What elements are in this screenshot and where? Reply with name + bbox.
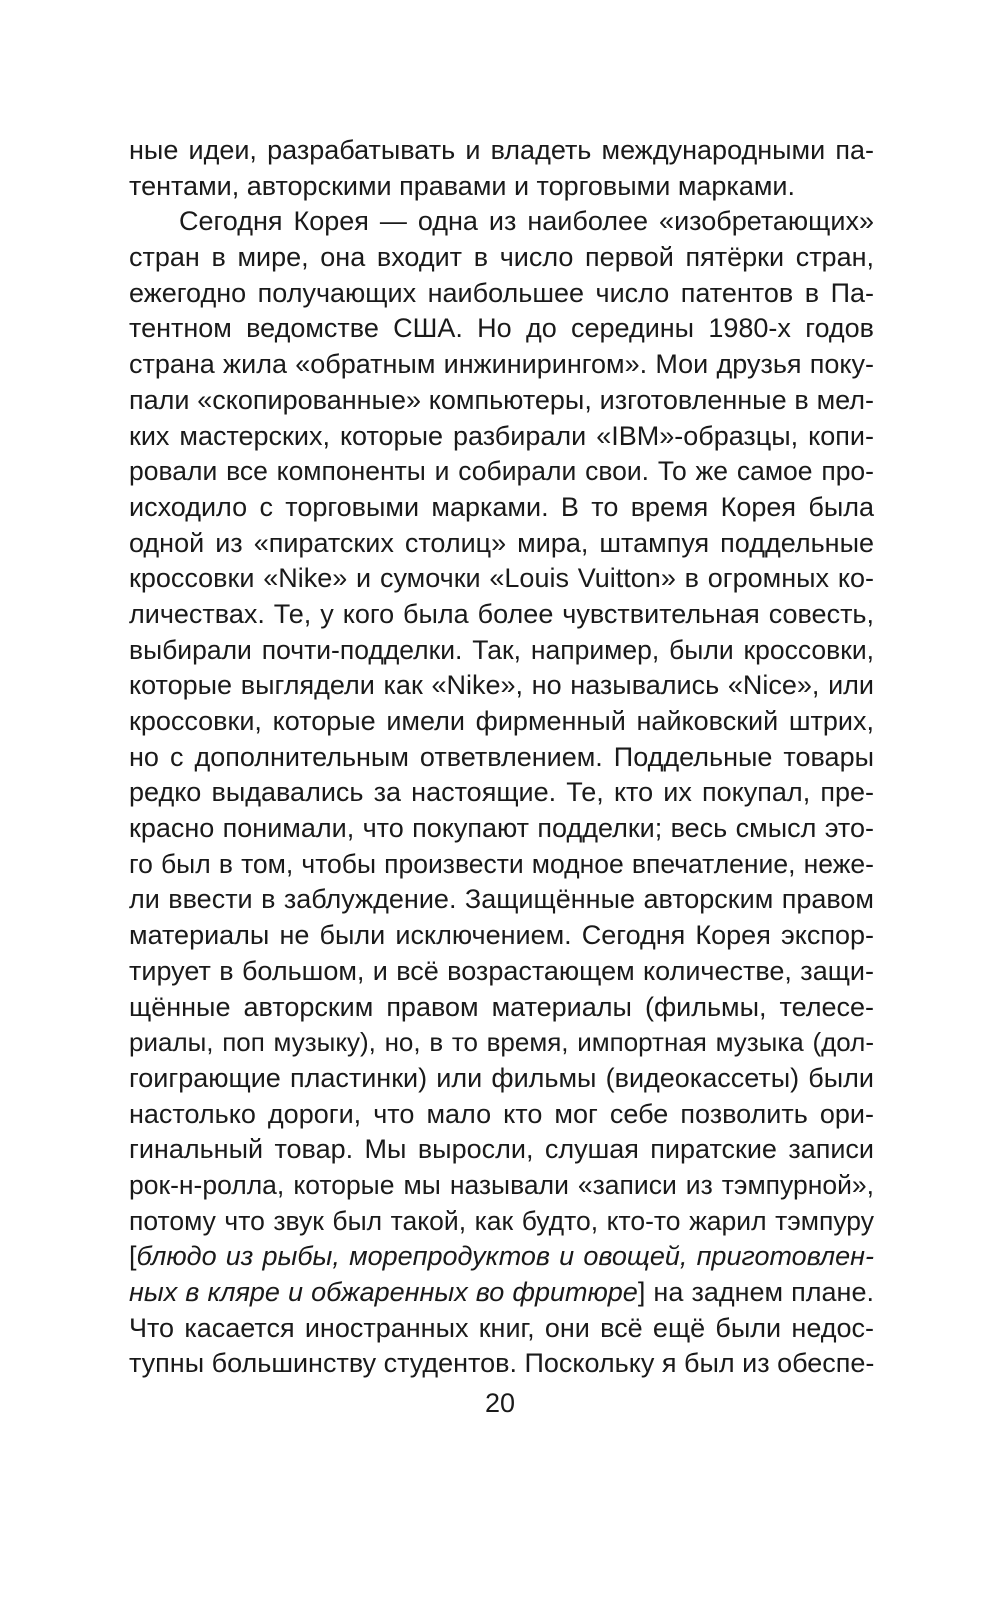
italic-gloss: блюдо из рыбы, морепродуктов и овощей, приготовлен- xyxy=(136,1241,874,1272)
text-line xyxy=(129,1275,874,1311)
text-line: личествах. Те, у кого была более чувствительная совесть, xyxy=(129,598,874,629)
text-line: ких мастерских, которые разбирали «IBM»-образцы, копи- xyxy=(129,420,874,451)
text-line: ровали все компоненты и собирали свои. То же самое про- xyxy=(129,456,874,487)
body-text xyxy=(129,133,874,1382)
italic-gloss: ных в кляре и обжаренных во фритюре xyxy=(129,1277,638,1307)
text-line: материалы не были исключением. Сегодня Корея экспор- xyxy=(129,920,874,951)
page-number: 20 xyxy=(484,1388,516,1418)
bracket-close: ] xyxy=(637,1277,646,1307)
text-line: потому что звук был такой, как будто, кто-то жарил тэмпуру xyxy=(129,1205,874,1236)
text-line: риалы, поп музыку), но, в то время, импортная музыка (дол- xyxy=(129,1027,874,1058)
text-line: Что касается иностранных книг, они всё ещё были недос- xyxy=(129,1312,874,1343)
text-line: редко выдавались за настоящие. Те, кто их покупал, пре- xyxy=(129,777,874,808)
text-line: исходило с торговыми марками. В то время Корея была xyxy=(129,491,874,522)
text-line: тентном ведомстве США. Но до середины 1980-х годов xyxy=(129,313,874,344)
text-line: кроссовки «Nike» и сумочки «Louis Vuitton» в огромных ко- xyxy=(129,563,874,594)
text-line: страна жила «обратным инжинирингом». Мои друзья поку- xyxy=(129,349,874,380)
text-line xyxy=(129,1239,874,1275)
text-line: тентами, авторскими правами и торговыми марками. xyxy=(129,170,795,201)
line-rest: на заднем плане. xyxy=(645,1277,874,1307)
text-line: щённые авторским правом материалы (фильмы, телесе- xyxy=(129,991,874,1022)
text-line: гоиграющие пластинки) или фильмы (видеокассеты) были xyxy=(129,1062,874,1093)
text-line: гинальный товар. Мы выросли, слушая пиратские записи xyxy=(129,1134,874,1165)
bracket-open: [ xyxy=(129,1241,137,1272)
text-line: красно понимали, что покупают подделки; весь смысл это- xyxy=(129,813,874,844)
text-line: тупны большинству студентов. Поскольку я был из обеспе- xyxy=(129,1348,875,1379)
text-line: пали «скопированные» компьютеры, изготовленные в мел- xyxy=(129,384,874,415)
text-line: стран в мире, она входит в число первой пятёрки стран, xyxy=(129,242,874,273)
text-line: Сегодня Корея — одна из наиболее «изобретающих» xyxy=(179,206,874,237)
text-line: настолько дороги, что мало кто мог себе позволить ори- xyxy=(129,1098,874,1129)
text-line: ные идеи, разрабатывать и владеть международными па- xyxy=(129,135,874,165)
text-line: ли ввести в заблуждение. Защищённые авторским правом xyxy=(129,884,874,915)
text-line: кроссовки, которые имели фирменный найковский штрих, xyxy=(129,706,874,736)
text-line: но с дополнительным ответвлением. Поддельные товары xyxy=(129,741,874,772)
text-line: тирует в большом, и всё возрастающем количестве, защи- xyxy=(129,955,874,986)
text-line: рок-н-ролла, которые мы называли «записи из тэмпурной», xyxy=(129,1169,874,1200)
text-line: го был в том, чтобы произвести модное впечатление, неже- xyxy=(129,848,874,879)
text-line: которые выглядели как «Nike», но назывались «Nice», или xyxy=(129,670,874,701)
text-line: одной из «пиратских столиц» мира, штампуя поддельные xyxy=(129,527,874,558)
text-line: ежегодно получающих наибольшее число патентов в Па- xyxy=(129,277,874,308)
text-line: выбирали почти-подделки. Так, например, были кроссовки, xyxy=(129,634,874,665)
